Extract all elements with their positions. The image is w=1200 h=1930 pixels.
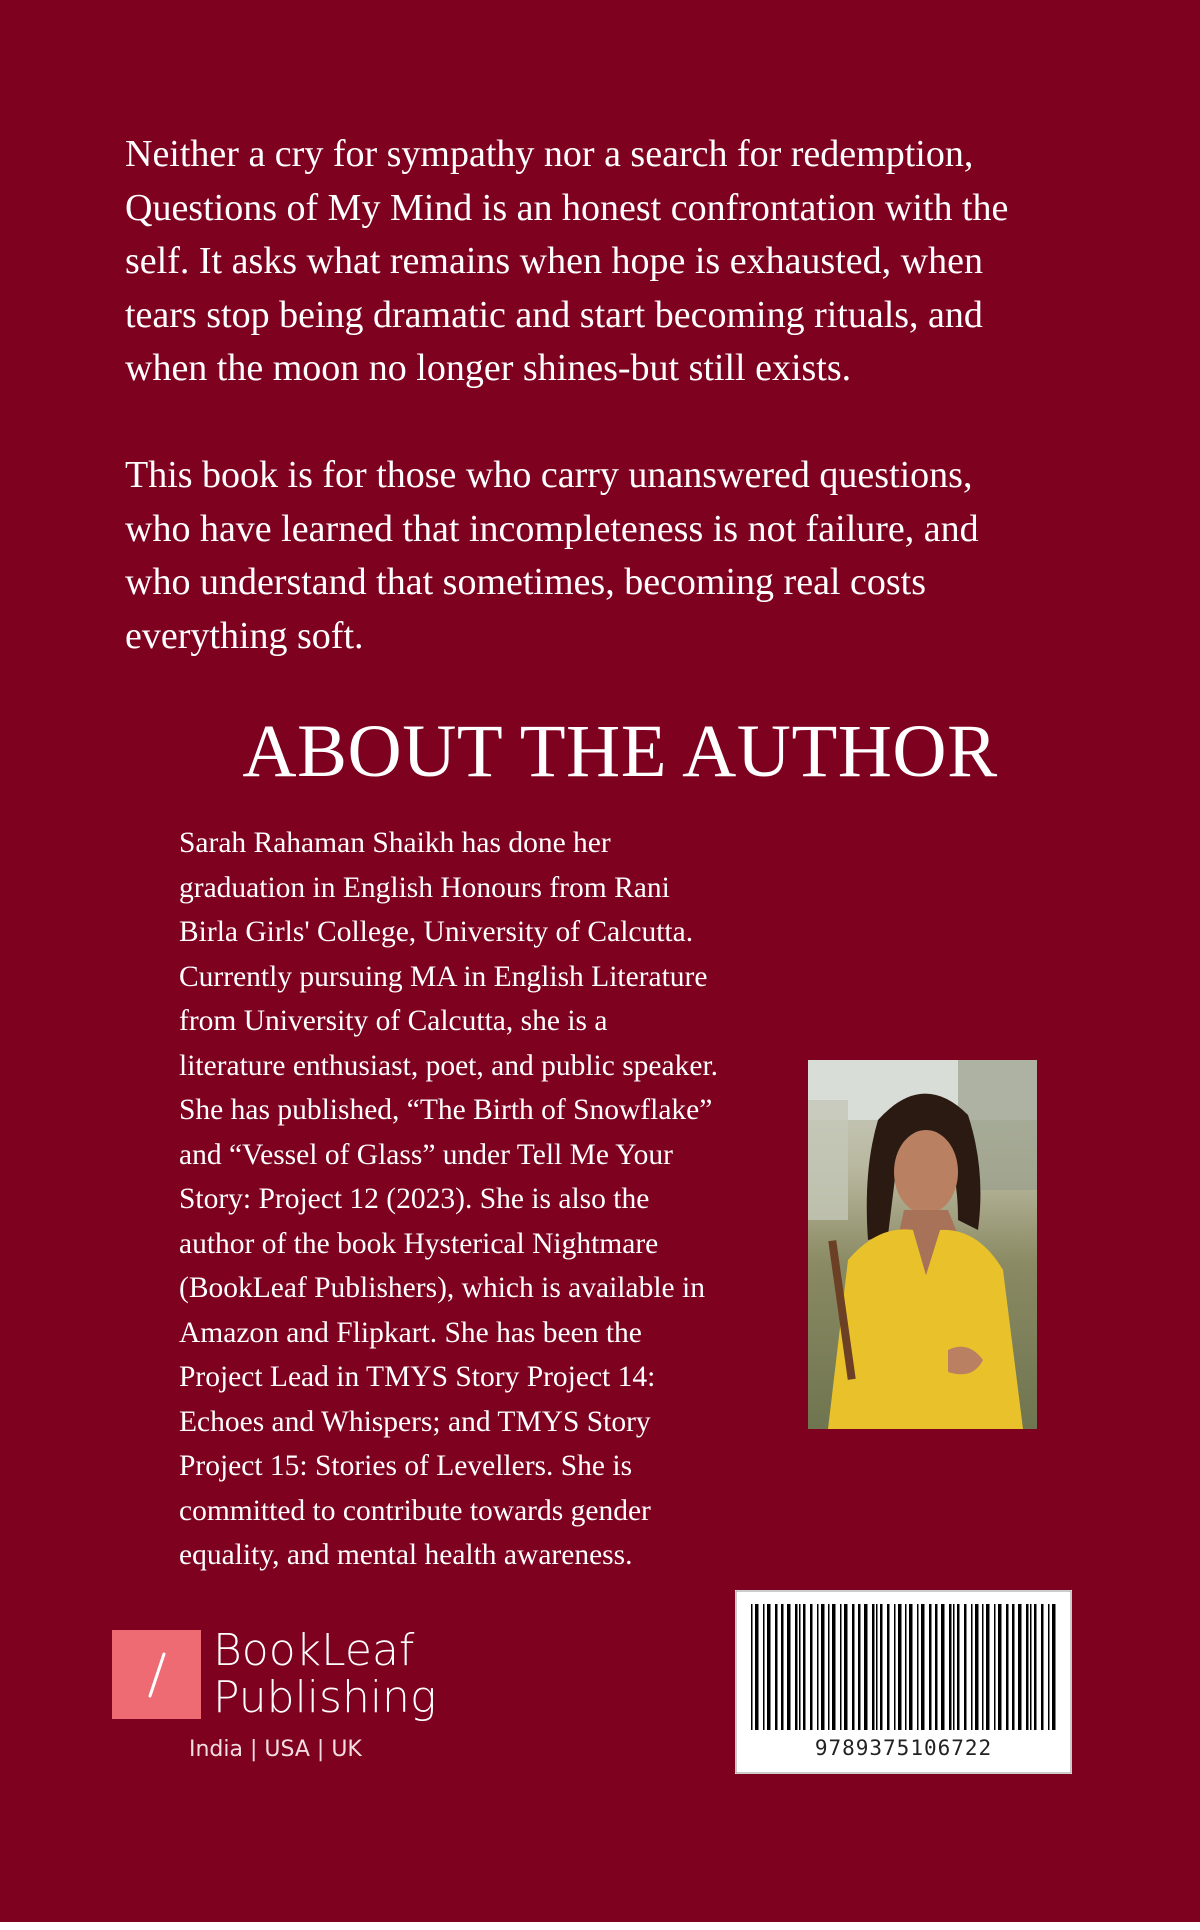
publisher-regions: India | USA | UK xyxy=(189,1737,362,1762)
publisher-logo xyxy=(112,1627,512,1777)
author-bio: Sarah Rahaman Shaikh has done her graduation in English Honours from Rani Birla Girls' College, University of Calcutta. Currently pursuing MA in English Literature from University of Calcutta, she is a literature enthusiast, poet, and public speaker. She has published, “The Birth of Snowflake” and “Vessel of Glass” under Tell Me Your Story: Project 12 (2023). She is also the author of the book Hysterical Nightmare (BookLeaf Publishers), which is available in Amazon and Flipkart. She has been the Project Lead in TMYS Story Project 14: Echoes and Whispers; and TMYS Story Project 15: Stories of Levellers. She is committed to contribute towards gender equality, and mental health awareness. xyxy=(179,827,719,1571)
about-author-heading: ABOUT THE AUTHOR xyxy=(242,710,998,793)
isbn-barcode xyxy=(735,1590,1072,1774)
blurb-paragraph-1: Neither a cry for sympathy nor a search for redemption, Questions of My Mind is an honest confrontation with the self. It asks what remains when hope is exhausted, when tears stop being dramatic and start becoming rituals, and when the moon no longer shines-but still exists. xyxy=(125,133,1009,389)
isbn-number: 9789375106722 xyxy=(814,1736,993,1760)
blurb-paragraph-2: This book is for those who carry unanswered questions, who have learned that incompleteness is not failure, and who understand that sometimes, becoming real costs everything soft. xyxy=(125,454,979,657)
author-photo xyxy=(808,1060,1037,1429)
book-blurb xyxy=(125,128,1085,663)
publisher-name: BookLeaf Publishing xyxy=(213,1625,437,1723)
bookleaf-logo-mark-icon xyxy=(112,1630,201,1719)
